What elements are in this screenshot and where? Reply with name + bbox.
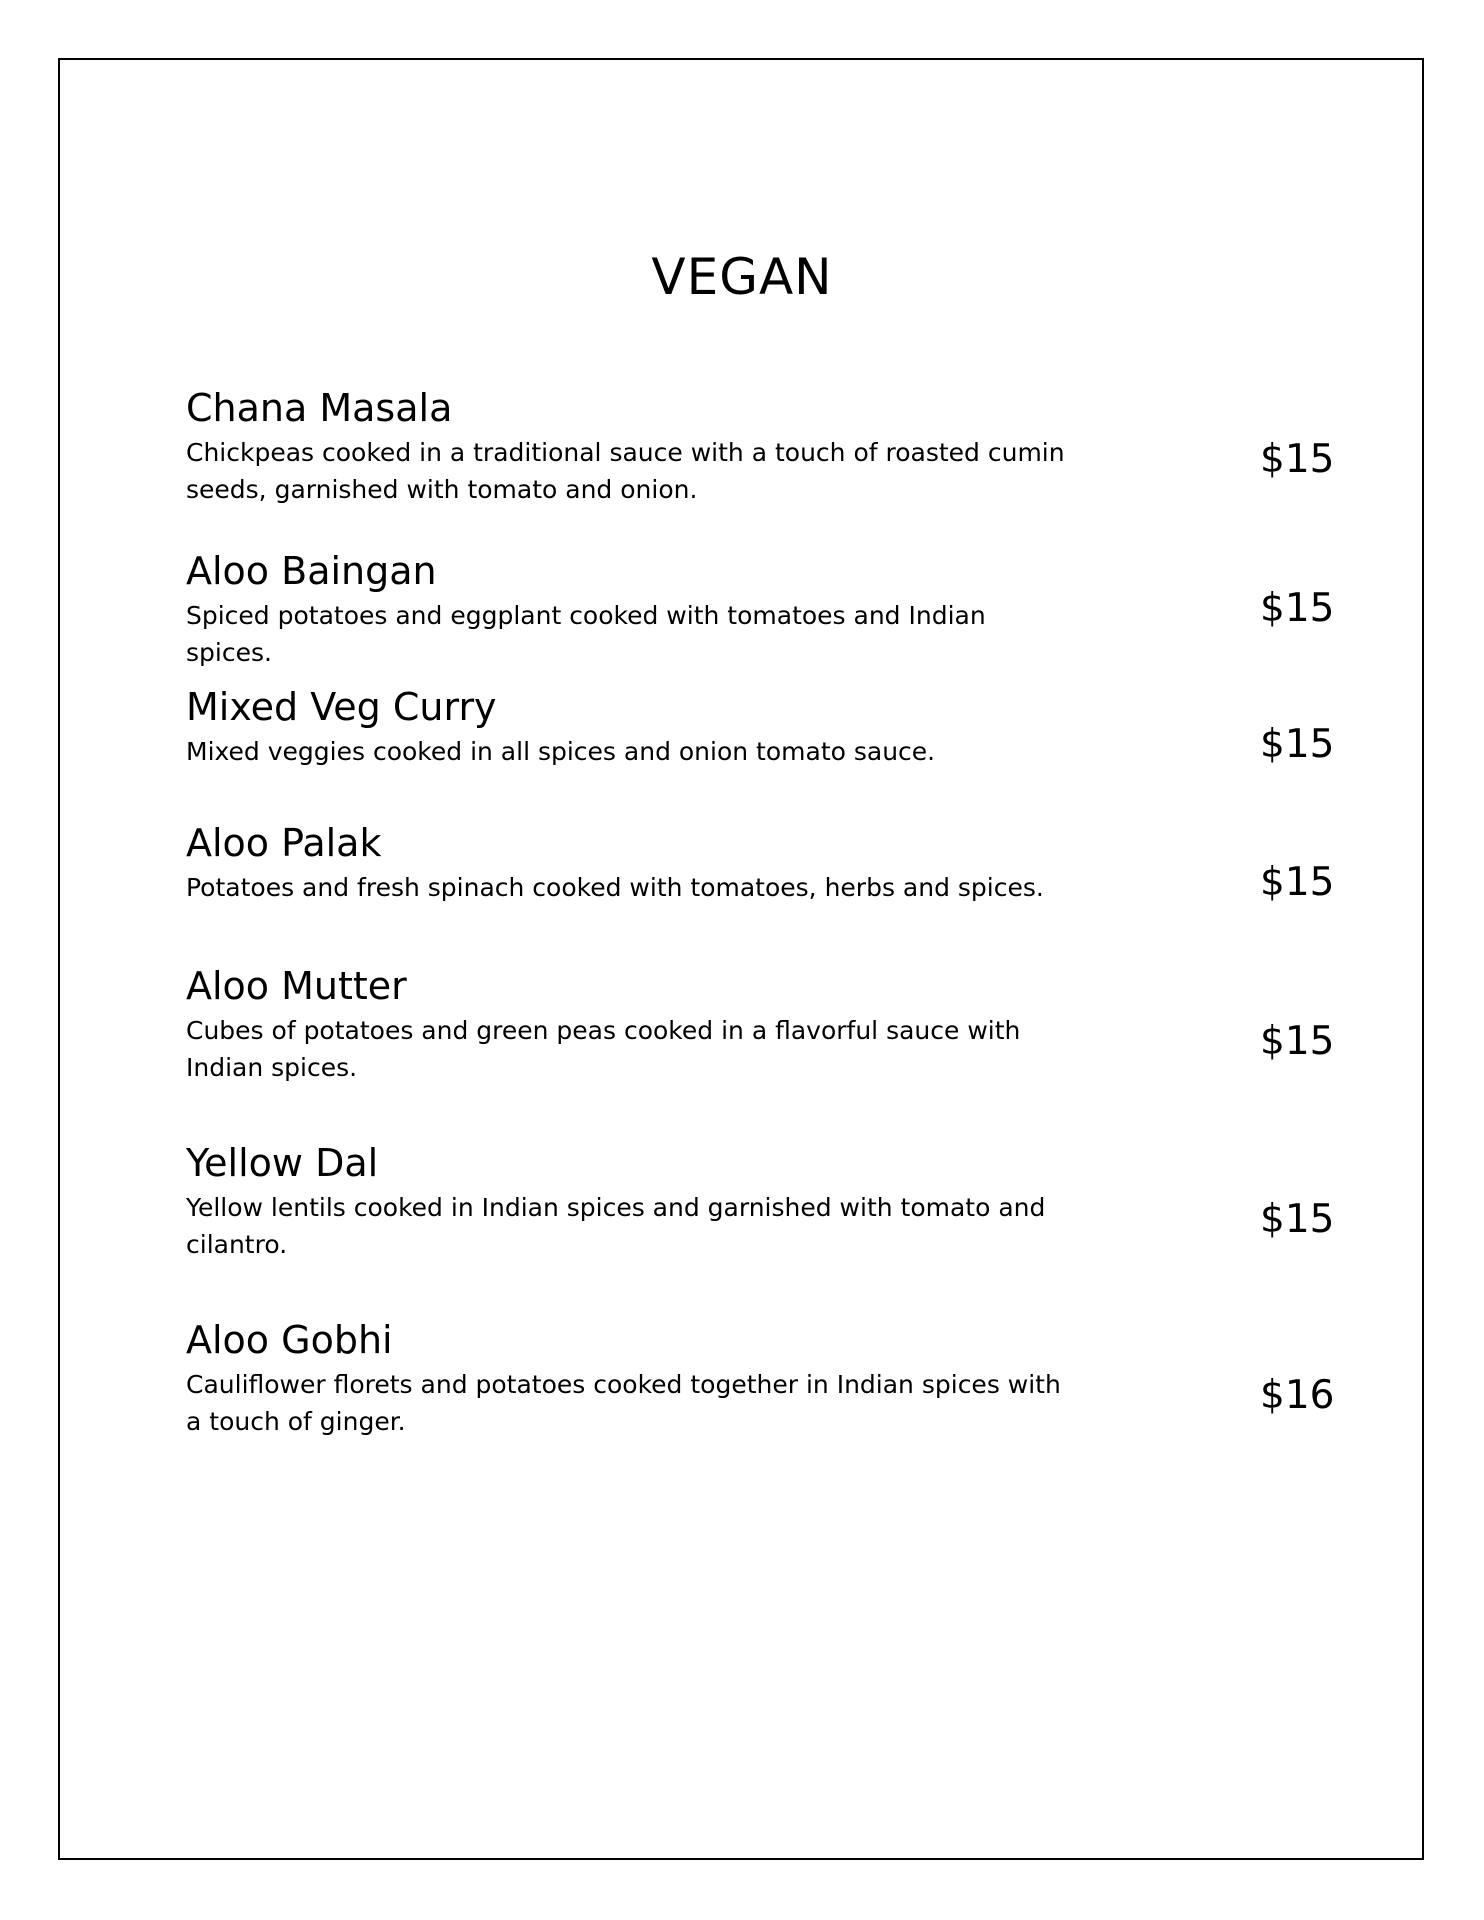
item-name: Chana Masala — [186, 386, 453, 430]
menu-item-aloo-mutter — [186, 964, 1335, 1086]
item-description: Cauliflower florets and potatoes cooked together in Indian spices with a touch of ginger. — [186, 1370, 1061, 1436]
item-price: $15 — [1260, 586, 1335, 631]
item-name: Yellow Dal — [186, 1141, 379, 1185]
menu-item-mixed-veg-curry — [186, 685, 1335, 770]
item-price: $15 — [1260, 1197, 1335, 1242]
item-description: Yellow lentils cooked in Indian spices and garnished with tomato and cilantro. — [186, 1193, 1046, 1259]
item-price: $16 — [1260, 1373, 1335, 1418]
item-description: Mixed veggies cooked in all spices and onion tomato sauce. — [186, 737, 936, 766]
item-description: Spiced potatoes and eggplant cooked with tomatoes and Indian spices. — [186, 601, 986, 667]
item-price: $15 — [1260, 860, 1335, 905]
item-price: $15 — [1260, 722, 1335, 767]
menu-item-yellow-dal — [186, 1141, 1335, 1263]
item-name: Aloo Palak — [186, 821, 382, 865]
item-price: $15 — [1260, 437, 1335, 482]
menu-frame — [58, 58, 1424, 1860]
item-name: Aloo Baingan — [186, 549, 437, 593]
item-name: Aloo Mutter — [186, 964, 407, 1008]
item-description: Chickpeas cooked in a traditional sauce with a touch of roasted cumin seeds, garnished with tomato and onion. — [186, 438, 1065, 504]
menu-item-chana-masala — [186, 386, 1335, 508]
menu-title: VEGAN — [651, 248, 833, 306]
menu-item-aloo-gobhi — [186, 1318, 1335, 1440]
menu-item-aloo-palak — [186, 821, 1335, 906]
menu-item-aloo-baingan — [186, 549, 1335, 671]
item-price: $15 — [1260, 1019, 1335, 1064]
item-name: Aloo Gobhi — [186, 1318, 393, 1362]
item-name: Mixed Veg Curry — [186, 685, 497, 729]
item-description: Potatoes and fresh spinach cooked with tomatoes, herbs and spices. — [186, 873, 1044, 902]
item-description: Cubes of potatoes and green peas cooked in a flavorful sauce with Indian spices. — [186, 1016, 1021, 1082]
